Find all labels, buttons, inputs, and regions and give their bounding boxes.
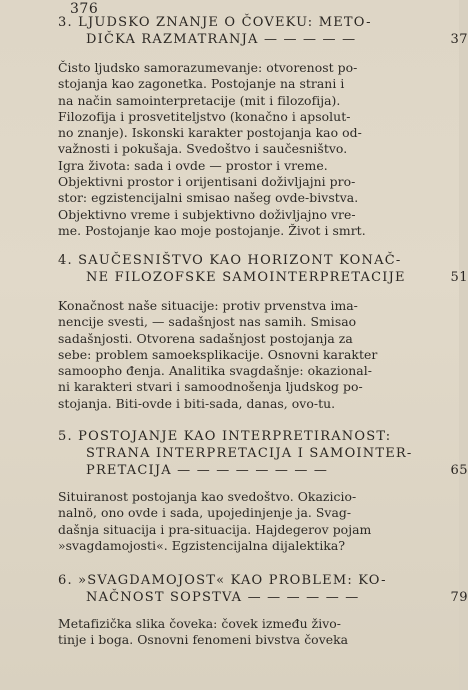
heading-line: NE FILOZOFSKE SAMOINTERPRETACIJE 51 bbox=[86, 270, 468, 285]
section-summary bbox=[58, 60, 438, 239]
section-page-number: 65 bbox=[450, 463, 468, 478]
section-heading bbox=[58, 14, 468, 48]
summary-line: nalnö, ono ovde i sada, upojedinjenje ja. Svag- bbox=[58, 505, 352, 521]
summary-line: Objektivni prostor i orijentisani doživljajni pro- bbox=[58, 174, 356, 190]
summary-line: dašnja situacija i pra-situacija. Hajdegerov pojam bbox=[58, 521, 372, 537]
summary-line: stojanja kao zagonetka. Postojanje na strani i bbox=[58, 76, 345, 92]
heading-line: 4. SAUČESNIŠTVO KAO HORIZONT KONAČ- bbox=[58, 253, 402, 268]
heading-line: PRETACIJA — — — — — — — — 65 bbox=[86, 463, 468, 478]
section-heading bbox=[58, 252, 468, 286]
summary-line: Igra života: sada i ovde — prostor i vreme. bbox=[58, 157, 328, 173]
section-heading bbox=[58, 572, 468, 606]
section-summary bbox=[58, 616, 438, 649]
summary-line: sadašnjosti. Otvorena sadašnjost postojanja za bbox=[58, 330, 353, 346]
summary-line: me. Postojanje kao moje postojanje. Život i smrt. bbox=[58, 222, 366, 238]
summary-line: stor: egzistencijalni smisao našeg ovde-bivstva. bbox=[58, 190, 359, 206]
summary-line: Metafizička slika čoveka: čovek između živo- bbox=[58, 616, 341, 631]
section-heading bbox=[58, 428, 468, 479]
section-summary bbox=[58, 298, 438, 412]
summary-line: na način samointerpretacije (mit i filozofija). bbox=[58, 92, 341, 108]
summary-line: stojanja. Biti-ovde i biti-sada, danas, ovo-tu. bbox=[58, 395, 336, 411]
heading-line: 3. LJUDSKO ZNANJE O ČOVEKU: METO- bbox=[58, 15, 372, 30]
section-summary bbox=[58, 489, 438, 554]
summary-line: »svagdamojosti«. Egzistencijalna dijalektika? bbox=[58, 537, 346, 553]
heading-line: NAČNOST SOPSTVA — — — — — — 79 bbox=[86, 590, 468, 605]
summary-line: no znanje). Iskonski karakter postojanja kao od- bbox=[58, 125, 362, 141]
summary-line: ni karakteri stvari i samoodnošenja ljudskog po- bbox=[58, 379, 363, 395]
heading-line: STRANA INTERPRETACIJA I SAMOINTER- bbox=[86, 446, 413, 461]
summary-line: samoopho đenja. Analitika svagdašnje: okazional- bbox=[58, 363, 372, 379]
heading-line: 5. POSTOJANJE KAO INTERPRETIRANOST: bbox=[58, 429, 392, 444]
heading-line: 6. »SVAGDAMOJOST« KAO PROBLEM: KO- bbox=[58, 573, 387, 588]
summary-line: Situiranost postojanja kao svedoštvo. Okazicio- bbox=[58, 489, 357, 504]
summary-line: Objektivno vreme i subjektivno doživljajno vre- bbox=[58, 206, 356, 222]
summary-line: Filozofija i prosvetiteljstvo (konačno i apsolut- bbox=[58, 108, 351, 124]
summary-line: sebe: problem samoeksplikacije. Osnovni karakter bbox=[58, 346, 378, 362]
summary-line: Čisto ljudsko samorazumevanje: otvorenost po- bbox=[58, 60, 358, 75]
page-number: 376 bbox=[70, 1, 99, 17]
section-page-number: 79 bbox=[450, 590, 468, 605]
summary-line: Konačnost naše situacije: protiv prvenstva ima- bbox=[58, 298, 358, 313]
toc-section-6 bbox=[58, 572, 468, 649]
summary-line: tinje i boga. Osnovni fenomeni bivstva čoveka bbox=[58, 632, 349, 648]
toc-section-4 bbox=[58, 252, 468, 412]
summary-line: važnosti i pokušaja. Svedoštvo i saučesništvo. bbox=[58, 141, 348, 157]
section-page-number: 51 bbox=[450, 270, 468, 285]
summary-line: nencije svesti, — sadašnjost nas samih. Smisao bbox=[58, 314, 357, 330]
section-page-number: 37 bbox=[450, 32, 468, 47]
toc-section-3 bbox=[58, 14, 468, 239]
toc-section-5 bbox=[58, 428, 468, 554]
heading-line: DIČKA RAZMATRANJA — — — — — 37 bbox=[86, 32, 468, 47]
